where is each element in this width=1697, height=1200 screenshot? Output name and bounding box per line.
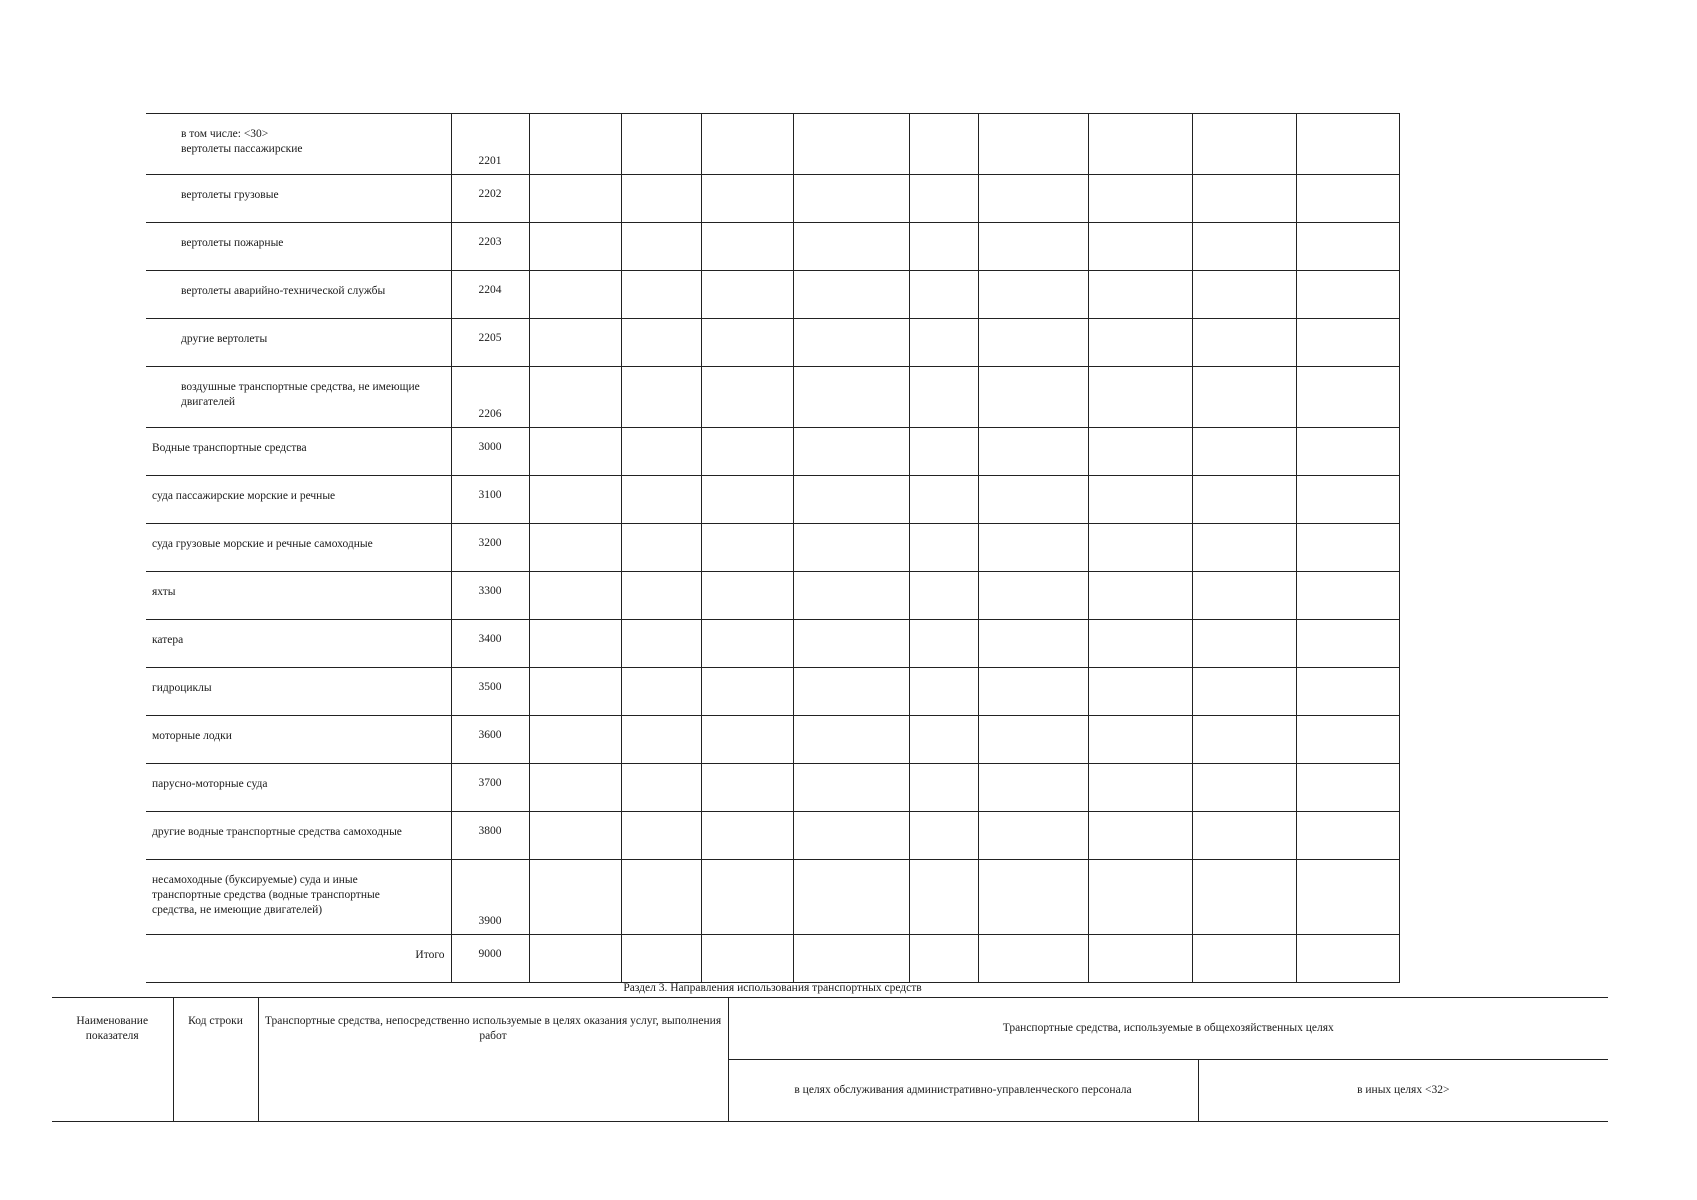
value-cell[interactable] <box>909 271 978 319</box>
value-cell[interactable] <box>1296 620 1399 668</box>
value-cell[interactable] <box>793 114 909 175</box>
indicator-name-cell <box>146 812 451 860</box>
value-cell[interactable] <box>978 114 1088 175</box>
general-use-header: Транспортные средства, используемые в общехозяйственных целях <box>728 998 1608 1060</box>
value-cell[interactable] <box>701 524 793 572</box>
row-code-cell <box>451 764 529 812</box>
row-code-header: Код строки <box>173 998 258 1122</box>
value-cell[interactable] <box>529 223 621 271</box>
value-cell[interactable] <box>1192 764 1296 812</box>
value-cell[interactable] <box>909 572 978 620</box>
value-cell[interactable] <box>978 367 1088 428</box>
value-cell[interactable] <box>621 572 701 620</box>
indicator-name-cell <box>146 935 451 983</box>
row-code-cell <box>451 716 529 764</box>
value-cell[interactable] <box>1192 175 1296 223</box>
value-cell[interactable] <box>701 935 793 983</box>
value-cell[interactable] <box>1088 860 1192 935</box>
value-cell[interactable] <box>909 668 978 716</box>
value-cell[interactable] <box>978 860 1088 935</box>
value-cell[interactable] <box>978 668 1088 716</box>
value-cell[interactable] <box>1088 114 1192 175</box>
name-line: средства, не имеющие двигателей) <box>152 904 323 916</box>
value-cell[interactable] <box>793 935 909 983</box>
value-cell[interactable] <box>1296 367 1399 428</box>
value-cell[interactable] <box>529 572 621 620</box>
indicator-name-cell <box>146 668 451 716</box>
value-cell[interactable] <box>793 620 909 668</box>
indicator-name: суда пассажирские морские и речные <box>152 490 336 502</box>
name-line: в том числе: <30> <box>181 128 269 140</box>
value-cell[interactable] <box>793 668 909 716</box>
row-code: 3000 <box>478 441 502 453</box>
value-cell[interactable] <box>529 524 621 572</box>
value-cell[interactable] <box>621 935 701 983</box>
table-row <box>146 716 1399 764</box>
value-cell[interactable] <box>529 319 621 367</box>
indicator-name-cell <box>146 476 451 524</box>
value-cell[interactable] <box>978 764 1088 812</box>
value-cell[interactable] <box>701 175 793 223</box>
value-cell[interactable] <box>1088 812 1192 860</box>
value-cell[interactable] <box>1296 175 1399 223</box>
value-cell[interactable] <box>529 812 621 860</box>
indicator-name-cell <box>146 319 451 367</box>
indicator-name-cell <box>146 860 451 935</box>
value-cell[interactable] <box>793 367 909 428</box>
name-line: двигателей <box>181 396 236 408</box>
row-code-cell <box>451 428 529 476</box>
value-cell[interactable] <box>1088 716 1192 764</box>
value-cell[interactable] <box>529 620 621 668</box>
value-cell[interactable] <box>793 860 909 935</box>
indicator-name-cell <box>146 223 451 271</box>
row-code: 3300 <box>478 585 502 597</box>
value-cell[interactable] <box>793 271 909 319</box>
row-code-cell <box>451 668 529 716</box>
indicator-name: другие вертолеты <box>181 333 268 345</box>
value-cell[interactable] <box>793 716 909 764</box>
value-cell[interactable] <box>701 367 793 428</box>
value-cell[interactable] <box>909 367 978 428</box>
value-cell[interactable] <box>1192 428 1296 476</box>
value-cell[interactable] <box>909 175 978 223</box>
row-code-cell <box>451 271 529 319</box>
row-code-cell <box>451 572 529 620</box>
row-code-cell <box>451 476 529 524</box>
value-cell[interactable] <box>1296 223 1399 271</box>
row-code-cell <box>451 935 529 983</box>
value-cell[interactable] <box>1296 114 1399 175</box>
value-cell[interactable] <box>909 812 978 860</box>
value-cell[interactable] <box>1192 572 1296 620</box>
value-cell[interactable] <box>529 764 621 812</box>
value-cell[interactable] <box>793 572 909 620</box>
value-cell[interactable] <box>1296 812 1399 860</box>
value-cell[interactable] <box>621 476 701 524</box>
name-line: вертолеты пассажирские <box>181 143 303 155</box>
value-cell[interactable] <box>793 428 909 476</box>
table-row <box>146 476 1399 524</box>
value-cell[interactable] <box>793 812 909 860</box>
value-cell[interactable] <box>1296 935 1399 983</box>
name-line: несамоходные (буксируемые) суда и иные <box>152 874 358 886</box>
value-cell[interactable] <box>701 476 793 524</box>
row-code: 2204 <box>478 284 502 296</box>
row-code-cell <box>451 175 529 223</box>
value-cell[interactable] <box>909 935 978 983</box>
indicator-name: моторные лодки <box>152 730 232 742</box>
value-cell[interactable] <box>621 812 701 860</box>
table-row <box>146 319 1399 367</box>
indicator-name-header: Наименование показателя <box>52 998 173 1122</box>
row-code: 9000 <box>478 948 502 960</box>
value-cell[interactable] <box>1192 367 1296 428</box>
row-code: 3900 <box>478 915 502 927</box>
row-code-cell <box>451 114 529 175</box>
indicator-name: вертолеты грузовые <box>181 189 279 201</box>
name-line: транспортные средства (водные транспортные <box>152 889 380 901</box>
indicator-name: вертолеты пожарные <box>181 237 284 249</box>
value-cell[interactable] <box>701 716 793 764</box>
value-cell[interactable] <box>621 428 701 476</box>
value-cell[interactable] <box>1192 716 1296 764</box>
value-cell[interactable] <box>1192 935 1296 983</box>
indicator-name-cell <box>146 367 451 428</box>
value-cell[interactable] <box>701 271 793 319</box>
value-cell[interactable] <box>621 175 701 223</box>
row-code: 3600 <box>478 729 502 741</box>
value-cell[interactable] <box>1088 175 1192 223</box>
indicator-name: катера <box>152 634 184 646</box>
value-cell[interactable] <box>529 114 621 175</box>
row-code-cell <box>451 812 529 860</box>
value-cell[interactable] <box>793 223 909 271</box>
value-cell[interactable] <box>529 668 621 716</box>
table-row <box>146 860 1399 935</box>
value-cell[interactable] <box>978 620 1088 668</box>
value-cell[interactable] <box>909 716 978 764</box>
value-cell[interactable] <box>793 524 909 572</box>
table-row <box>146 668 1399 716</box>
value-cell[interactable] <box>1192 476 1296 524</box>
value-cell[interactable] <box>701 114 793 175</box>
indicator-name-cell <box>146 271 451 319</box>
row-code: 3800 <box>478 825 502 837</box>
value-cell[interactable] <box>909 620 978 668</box>
value-cell[interactable] <box>1088 428 1192 476</box>
admin-staff-header: в целях обслуживания административно-управленческого персонала <box>728 1060 1198 1122</box>
value-cell[interactable] <box>1088 476 1192 524</box>
table-row <box>146 223 1399 271</box>
value-cell[interactable] <box>621 367 701 428</box>
value-cell[interactable] <box>1088 367 1192 428</box>
row-code: 3400 <box>478 633 502 645</box>
value-cell[interactable] <box>1088 764 1192 812</box>
table-row <box>146 812 1399 860</box>
row-code-cell <box>451 319 529 367</box>
other-purposes-header: в иных целях <32> <box>1198 1060 1608 1122</box>
value-cell[interactable] <box>793 764 909 812</box>
section3-header-table <box>52 997 1608 1122</box>
value-cell[interactable] <box>1296 524 1399 572</box>
value-cell[interactable] <box>909 860 978 935</box>
value-cell[interactable] <box>1192 114 1296 175</box>
value-cell[interactable] <box>1088 935 1192 983</box>
value-cell[interactable] <box>909 428 978 476</box>
value-cell[interactable] <box>978 716 1088 764</box>
value-cell[interactable] <box>978 319 1088 367</box>
value-cell[interactable] <box>1192 860 1296 935</box>
value-cell[interactable] <box>701 223 793 271</box>
table-row <box>146 271 1399 319</box>
value-cell[interactable] <box>1088 319 1192 367</box>
indicator-name: гидроциклы <box>152 682 212 694</box>
indicator-name-cell <box>146 620 451 668</box>
value-cell[interactable] <box>529 935 621 983</box>
table-row <box>146 620 1399 668</box>
value-cell[interactable] <box>1088 223 1192 271</box>
value-cell[interactable] <box>701 319 793 367</box>
total-label: Итого <box>415 949 445 961</box>
row-code: 2201 <box>478 155 502 167</box>
value-cell[interactable] <box>1296 860 1399 935</box>
row-code-cell <box>451 367 529 428</box>
value-cell[interactable] <box>529 367 621 428</box>
value-cell[interactable] <box>621 620 701 668</box>
value-cell[interactable] <box>701 812 793 860</box>
table-row <box>146 764 1399 812</box>
value-cell[interactable] <box>1296 319 1399 367</box>
value-cell[interactable] <box>1088 271 1192 319</box>
indicator-name: другие водные транспортные средства самоходные <box>152 826 402 838</box>
value-cell[interactable] <box>1296 668 1399 716</box>
value-cell[interactable] <box>1088 524 1192 572</box>
value-cell[interactable] <box>621 860 701 935</box>
value-cell[interactable] <box>978 175 1088 223</box>
indicator-name-cell <box>146 764 451 812</box>
value-cell[interactable] <box>909 319 978 367</box>
value-cell[interactable] <box>621 223 701 271</box>
value-cell[interactable] <box>909 114 978 175</box>
indicator-name-cell <box>146 572 451 620</box>
vehicles-table <box>146 113 1400 983</box>
value-cell[interactable] <box>978 271 1088 319</box>
table-row-total <box>146 935 1399 983</box>
row-code: 2206 <box>478 408 502 420</box>
value-cell[interactable] <box>621 764 701 812</box>
row-code: 3700 <box>478 777 502 789</box>
value-cell[interactable] <box>1296 428 1399 476</box>
value-cell[interactable] <box>529 476 621 524</box>
indicator-name-cell <box>146 428 451 476</box>
value-cell[interactable] <box>621 668 701 716</box>
direct-use-header: Транспортные средства, непосредственно используемые в целях оказания услуг, выполнения работ <box>258 998 728 1122</box>
value-cell[interactable] <box>529 860 621 935</box>
row-code: 2202 <box>478 188 502 200</box>
indicator-name-cell <box>146 524 451 572</box>
table-row <box>146 428 1399 476</box>
value-cell[interactable] <box>701 428 793 476</box>
row-code-cell <box>451 860 529 935</box>
section-title: Раздел 3. Направления использования транспортных средств <box>623 982 922 994</box>
value-cell[interactable] <box>1192 524 1296 572</box>
value-cell[interactable] <box>978 572 1088 620</box>
value-cell[interactable] <box>978 476 1088 524</box>
value-cell[interactable] <box>1192 668 1296 716</box>
value-cell[interactable] <box>701 860 793 935</box>
table-row <box>146 524 1399 572</box>
value-cell[interactable] <box>621 114 701 175</box>
value-cell[interactable] <box>529 428 621 476</box>
value-cell[interactable] <box>1192 620 1296 668</box>
row-code: 3100 <box>478 489 502 501</box>
value-cell[interactable] <box>978 812 1088 860</box>
row-code: 2205 <box>478 332 502 344</box>
row-code-cell <box>451 620 529 668</box>
row-code-cell <box>451 223 529 271</box>
value-cell[interactable] <box>701 764 793 812</box>
value-cell[interactable] <box>529 271 621 319</box>
value-cell[interactable] <box>1088 572 1192 620</box>
indicator-name-cell <box>146 175 451 223</box>
value-cell[interactable] <box>978 524 1088 572</box>
value-cell[interactable] <box>1296 271 1399 319</box>
value-cell[interactable] <box>1192 812 1296 860</box>
value-cell[interactable] <box>978 935 1088 983</box>
row-code: 3200 <box>478 537 502 549</box>
indicator-name: парусно-моторные суда <box>152 778 268 790</box>
name-line: воздушные транспортные средства, не имеющие <box>181 381 420 393</box>
row-code: 2203 <box>478 236 502 248</box>
value-cell[interactable] <box>978 223 1088 271</box>
value-cell[interactable] <box>1088 620 1192 668</box>
value-cell[interactable] <box>793 319 909 367</box>
row-code-cell <box>451 524 529 572</box>
value-cell[interactable] <box>621 524 701 572</box>
value-cell[interactable] <box>1192 319 1296 367</box>
value-cell[interactable] <box>1192 271 1296 319</box>
indicator-name-cell <box>146 716 451 764</box>
value-cell[interactable] <box>1296 572 1399 620</box>
table-row <box>146 572 1399 620</box>
value-cell[interactable] <box>793 476 909 524</box>
value-cell[interactable] <box>1192 223 1296 271</box>
value-cell[interactable] <box>529 175 621 223</box>
value-cell[interactable] <box>1088 668 1192 716</box>
row-code: 3500 <box>478 681 502 693</box>
table-row <box>146 175 1399 223</box>
table-row <box>146 367 1399 428</box>
value-cell[interactable] <box>701 572 793 620</box>
indicator-name-cell <box>146 114 451 175</box>
value-cell[interactable] <box>793 175 909 223</box>
value-cell[interactable] <box>909 764 978 812</box>
value-cell[interactable] <box>909 476 978 524</box>
indicator-name: яхты <box>152 586 176 598</box>
value-cell[interactable] <box>621 271 701 319</box>
value-cell[interactable] <box>621 319 701 367</box>
value-cell[interactable] <box>621 716 701 764</box>
value-cell[interactable] <box>909 524 978 572</box>
value-cell[interactable] <box>701 620 793 668</box>
indicator-name: суда грузовые морские и речные самоходные <box>152 538 373 550</box>
value-cell[interactable] <box>701 668 793 716</box>
value-cell[interactable] <box>909 223 978 271</box>
value-cell[interactable] <box>1296 716 1399 764</box>
value-cell[interactable] <box>978 428 1088 476</box>
value-cell[interactable] <box>1296 764 1399 812</box>
value-cell[interactable] <box>1296 476 1399 524</box>
value-cell[interactable] <box>529 716 621 764</box>
indicator-name: вертолеты аварийно-технической службы <box>181 285 386 297</box>
indicator-name: Водные транспортные средства <box>152 442 307 454</box>
table-row <box>146 114 1399 175</box>
